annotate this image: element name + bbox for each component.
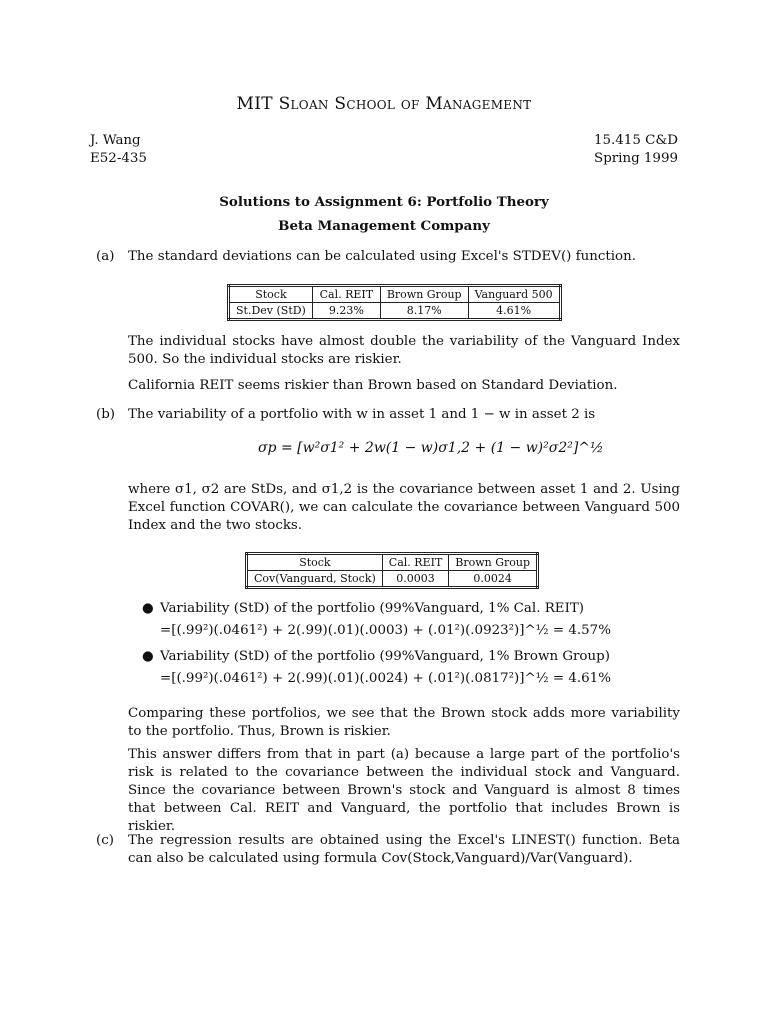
table-header-cell: Vanguard 500: [468, 286, 560, 303]
part-a-paragraph-1: The individual stocks have almost double the variability of the Vanguard Index 500. So the individual stocks are riskier.: [128, 334, 680, 367]
part-b-paragraph-2: Comparing these portfolios, we see that the Brown stock adds more variability to the portfolio. Thus, Brown is riskier.: [128, 706, 680, 739]
table-cell: 8.17%: [380, 303, 468, 320]
table-header-row: [247, 554, 538, 571]
table-cell: St.Dev (StD): [229, 303, 313, 320]
course-number: 15.415 C&D: [593, 133, 678, 148]
part-a-intro-row: [96, 248, 636, 266]
case-title: Beta Management Company: [278, 218, 490, 234]
part-b-paragraph-3: This answer differs from that in part (a) because a large part of the portfolio's risk is related to the covariance between the individual stock and Vanguard. Since the covariance between Brown's stock and Vanguard is almost 8 times that between Cal. REIT and Vanguard, the portfolio that includes Brown is riskier.: [128, 747, 680, 834]
bullet-icon: ●: [142, 649, 154, 664]
table-header-cell: Stock: [247, 554, 383, 571]
part-a-marker: (a): [96, 249, 115, 264]
bullet-line-1: Variability (StD) of the portfolio (99%Vanguard, 1% Brown Group): [160, 649, 610, 664]
bullet-line-2: =[(.99²)(.0461²) + 2(.99)(.01)(.0024) + (.01²)(.0817²)]^½ = 4.61%: [160, 671, 611, 686]
author-block: [90, 132, 147, 168]
table-header-cell: Cal. REIT: [382, 554, 448, 571]
part-b-marker: (b): [96, 407, 116, 422]
table-row: [247, 571, 538, 588]
bullet-line-2: =[(.99²)(.0461²) + 2(.99)(.01)(.0003) + (.01²)(.0923²)]^½ = 4.57%: [160, 623, 611, 638]
stdev-table: [227, 284, 562, 321]
assignment-title: Solutions to Assignment 6: Portfolio Theory: [219, 194, 549, 210]
covariance-table: [245, 552, 539, 589]
part-b-intro-row: [96, 406, 595, 424]
part-a-intro: The standard deviations can be calculated using Excel's STDEV() function.: [128, 249, 636, 264]
portfolio-variance-formula: σp = [w²σ1² + 2w(1 − w)σ1,2 + (1 − w)²σ2²]^½: [258, 440, 604, 456]
table-cell: 0.0024: [449, 571, 538, 588]
table-cell: Cov(Vanguard, Stock): [247, 571, 383, 588]
covariance-table-wrap: [245, 552, 539, 589]
stdev-table-wrap: [227, 284, 562, 321]
table-cell: 9.23%: [312, 303, 380, 320]
table-header-row: [229, 286, 561, 303]
table-row: [229, 303, 561, 320]
author-office: E52-435: [90, 151, 147, 166]
table-header-cell: Brown Group: [449, 554, 538, 571]
part-c-text: The regression results are obtained using the Excel's LINEST() function. Beta can also be calculated using formula Cov(Stock,Vanguard)/Var(Vanguard).: [128, 833, 680, 866]
part-c-row: [96, 832, 680, 868]
bullet-item: [142, 600, 680, 640]
table-header-cell: Brown Group: [380, 286, 468, 303]
table-cell: 0.0003: [382, 571, 448, 588]
institution-title: MIT Sloan School of Management: [236, 94, 532, 114]
bullet-item: [142, 648, 680, 688]
part-c-marker: (c): [96, 833, 114, 848]
part-a-paragraph-2: California REIT seems riskier than Brown based on Standard Deviation.: [128, 378, 618, 393]
author-name: J. Wang: [90, 133, 141, 148]
bullet-icon: ●: [142, 601, 154, 616]
table-header-cell: Cal. REIT: [312, 286, 380, 303]
course-block: [594, 132, 678, 168]
part-b-paragraph-1: where σ1, σ2 are StDs, and σ1,2 is the covariance between asset 1 and 2. Using Excel function COVAR(), we can calculate the covariance between Vanguard 500 Index and the two stocks.: [128, 482, 680, 533]
course-term: Spring 1999: [594, 151, 678, 166]
bullet-line-1: Variability (StD) of the portfolio (99%Vanguard, 1% Cal. REIT): [160, 601, 585, 616]
table-header-cell: Stock: [229, 286, 313, 303]
table-cell: 4.61%: [468, 303, 560, 320]
part-b-intro: The variability of a portfolio with w in asset 1 and 1 − w in asset 2 is: [128, 407, 596, 422]
